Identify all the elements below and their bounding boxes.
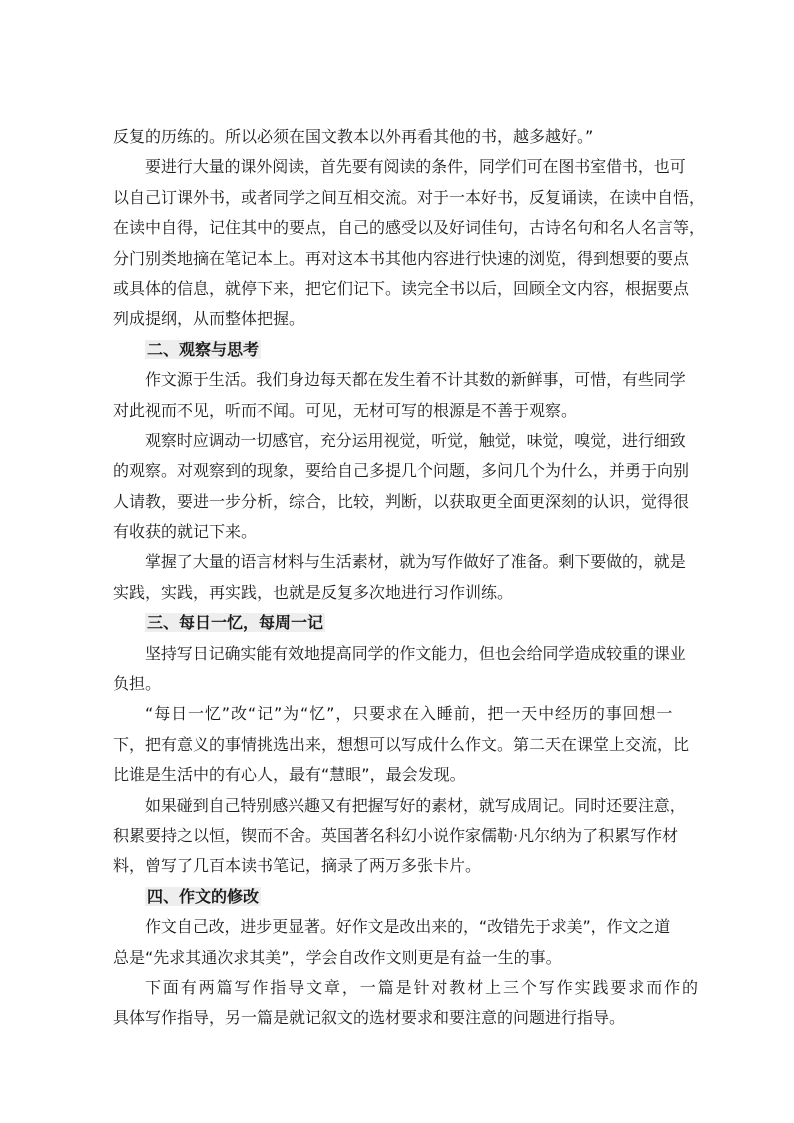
section-heading-text: 三、每日一忆，每周一记 [147, 613, 324, 633]
section-heading-3 [113, 608, 683, 638]
text-line: 对此视而不见，听而不闻。可见，无材可写的根源是不善于观察。 [113, 400, 578, 420]
text-line: 总是“先求其通次求其美”，学会自改作文则更是有益一生的事。 [113, 947, 562, 967]
paragraph-line: “每日一忆”改“记”为“忆”，只要求在入睡前，把一天中经历的事回想一 [145, 704, 674, 724]
section-heading-4 [113, 882, 683, 912]
text-line: 比谁是生活中的有心人，最有“慧眼”，最会发现。 [113, 765, 466, 785]
text-line: 负担。 [113, 674, 162, 694]
document-page [113, 122, 706, 1034]
text-line: 分门别类地摘在笔记本上。再对这本书其他内容进行快速的浏览，得到想要的要点 [113, 248, 690, 268]
paragraph-line: 要进行大量的课外阅读，首先要有阅读的条件，同学们可在图书室借书，也可 [145, 157, 686, 177]
text-line: 积累要持之以恒，锲而不舍。英国著名科幻小说作家儒勒·凡尔纳为了积累写作材 [113, 825, 679, 845]
paragraph-line: 作文源于生活。我们身边每天都在发生着不计其数的新鲜事，可惜，有些同学 [145, 370, 686, 390]
text-line: 反复的历练的。所以必须在国文教本以外再看其他的书，越多越好。” [113, 127, 594, 146]
text-line: 实践，实践，再实践，也就是反复多次地进行习作训练。 [113, 582, 514, 602]
paragraph-line: 掌握了大量的语言材料与生活素材，就为写作做好了准备。剩下要做的，就是 [145, 552, 686, 572]
paragraph-line: 下面有两篇写作指导文章，一篇是针对教材上三个写作实践要求而作的 [145, 977, 700, 997]
paragraph-line: 坚持写日记确实能有效地提高同学的作文能力，但也会给同学造成较重的课业 [145, 643, 686, 663]
section-heading-text: 二、观察与思考 [147, 339, 260, 359]
text-line: 列成提纲，从而整体把握。 [113, 309, 306, 329]
text-line: 具体写作指导，另一篇是就记叙文的选材要求和要注意的问题进行指导。 [113, 1008, 626, 1028]
text-line: 或具体的信息，就停下来，把它们记下。读完全书以后，回顾全文内容，根据要点 [113, 278, 690, 298]
text-line: 下，把有意义的事情挑选出来，想想可以写成什么作文。第二天在课堂上交流，比 [113, 734, 690, 754]
text-line: 有收获的就记下来。 [113, 522, 258, 542]
text-line: 在读中自得，记住其中的要点，自己的感受以及好词佳句，古诗名句和名人名言等， [113, 218, 706, 238]
text-line: 的观察。对观察到的现象，要给自己多提几个问题，多问几个为什么，并勇于向别 [113, 461, 690, 481]
section-heading-text: 四、作文的修改 [147, 886, 260, 906]
text-line: 以自己订课外书，或者同学之间互相交流。对于一本好书，反复诵读，在读中自悟， [113, 187, 706, 207]
paragraph-line: 作文自己改，进步更显著。好作文是改出来的，“改错先于求美”，作文之道 [145, 917, 671, 937]
section-heading-2 [113, 335, 683, 365]
paragraph-line: 如果碰到自己特别感兴趣又有把握写好的素材，就写成周记。同时还要注意， [145, 795, 686, 815]
text-line: 料，曾写了几百本读书笔记，摘录了两万多张卡片。 [113, 856, 482, 876]
text-line: 人请教，要进一步分析，综合，比较，判断，以获取更全面更深刻的认识，觉得很 [113, 491, 690, 511]
paragraph-line: 观察时应调动一切感官，充分运用视觉，听觉，触觉，味觉，嗅觉，进行细致 [145, 430, 686, 450]
